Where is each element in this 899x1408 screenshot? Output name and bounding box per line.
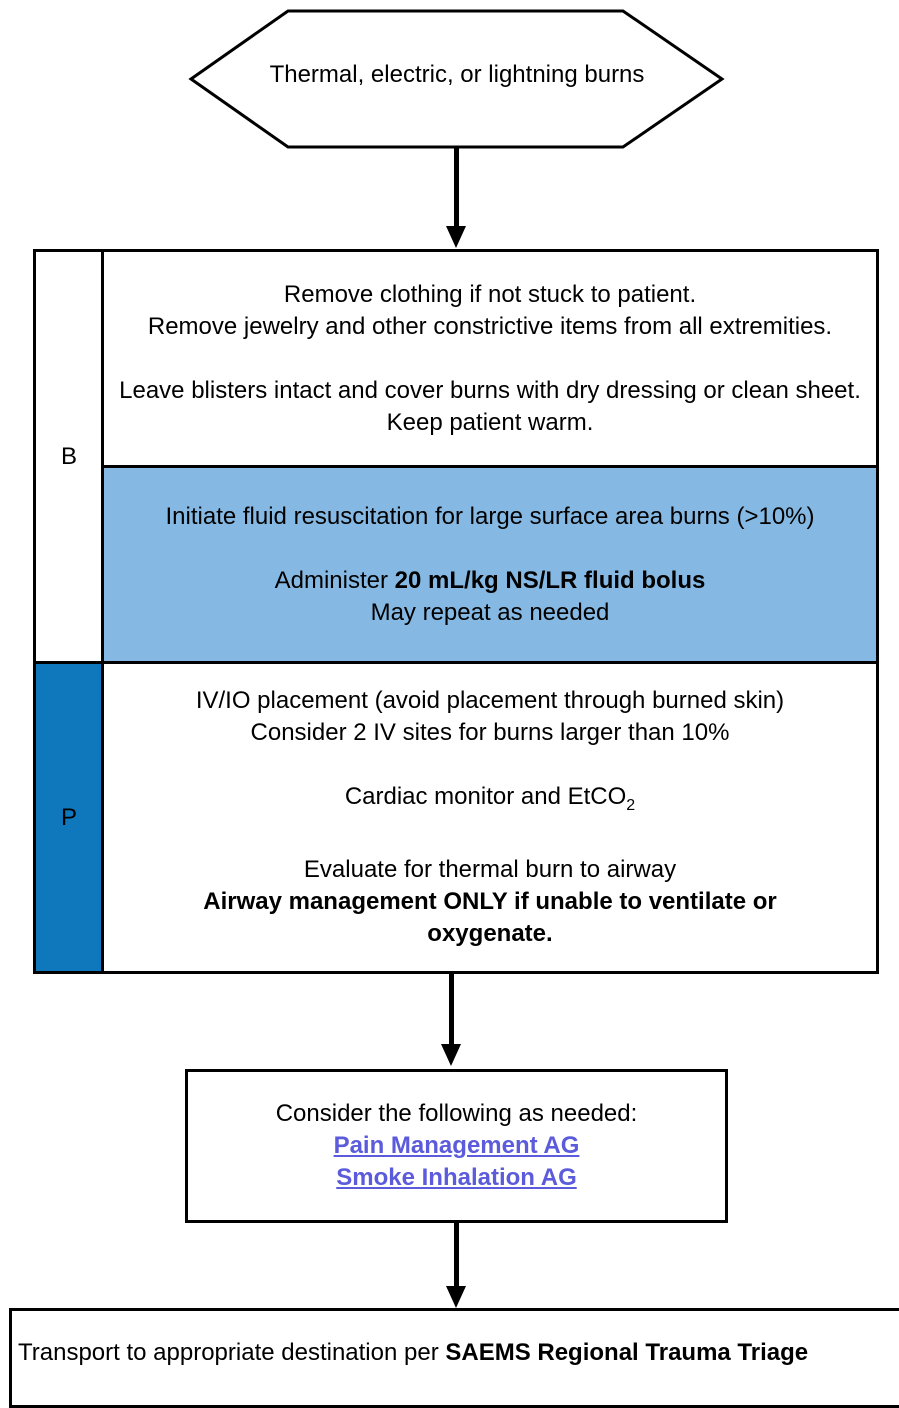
- p-line-2: Consider 2 IV sites for burns larger than 10%: [250, 719, 730, 747]
- fluid-line-2: [275, 565, 706, 597]
- transport-triage-ref: SAEMS Regional Trauma Triage: [445, 1339, 809, 1366]
- fluid-administer-text: Administer: [274, 566, 395, 594]
- transport-text: [18, 1337, 898, 1369]
- smoke-inhalation-link[interactable]: Smoke Inhalation AG: [336, 1164, 577, 1191]
- start-text: Thermal, electric, or lightning burns: [269, 61, 645, 88]
- arrow-connector-2: [449, 974, 454, 1046]
- consider-title: Consider the following as needed:: [275, 1100, 638, 1127]
- p-line-5: Airway management ONLY if unable to ventilate or oxygenate.: [203, 887, 777, 947]
- b-line-1: Remove clothing if not stuck to patient.: [283, 280, 697, 308]
- p-line-4: Evaluate for thermal burn to airway: [303, 855, 677, 883]
- fluid-line-3: May repeat as needed: [370, 598, 610, 626]
- cardiac-monitor-text: Cardiac monitor and EtCO: [344, 783, 627, 811]
- b-label: B: [60, 443, 77, 470]
- p-instructions-box: [104, 664, 876, 971]
- etco2-subscript: 2: [626, 796, 636, 814]
- arrow-connector-3: [454, 1222, 459, 1288]
- start-label: [230, 55, 684, 95]
- fluid-bolus-dose: 20 mL/kg NS/LR fluid bolus: [394, 566, 706, 594]
- consider-box: [185, 1069, 728, 1223]
- arrow-head-1: [446, 226, 466, 248]
- arrow-connector-1: [454, 148, 459, 230]
- transport-prefix: Transport to appropriate destination per: [18, 1339, 446, 1366]
- p-line-3: [345, 781, 635, 822]
- arrow-head-2: [441, 1044, 461, 1066]
- p-line-1: IV/IO placement (avoid placement through burned skin): [195, 687, 785, 715]
- fluid-resuscitation-box: [104, 468, 876, 661]
- b-line-3: Leave blisters intact and cover burns with dry dressing or clean sheet. Keep patient warm.: [119, 376, 861, 436]
- b-instructions-box: [104, 252, 876, 465]
- pain-management-link[interactable]: Pain Management AG: [333, 1132, 580, 1159]
- fluid-line-1: Initiate fluid resuscitation for large surface area burns (>10%): [165, 502, 815, 530]
- b-line-2: Remove jewelry and other constrictive items from all extremities.: [147, 312, 833, 340]
- p-label-cell: [36, 664, 102, 971]
- b-label-cell: [36, 252, 102, 662]
- p-label: P: [60, 803, 77, 831]
- arrow-head-3: [446, 1286, 466, 1308]
